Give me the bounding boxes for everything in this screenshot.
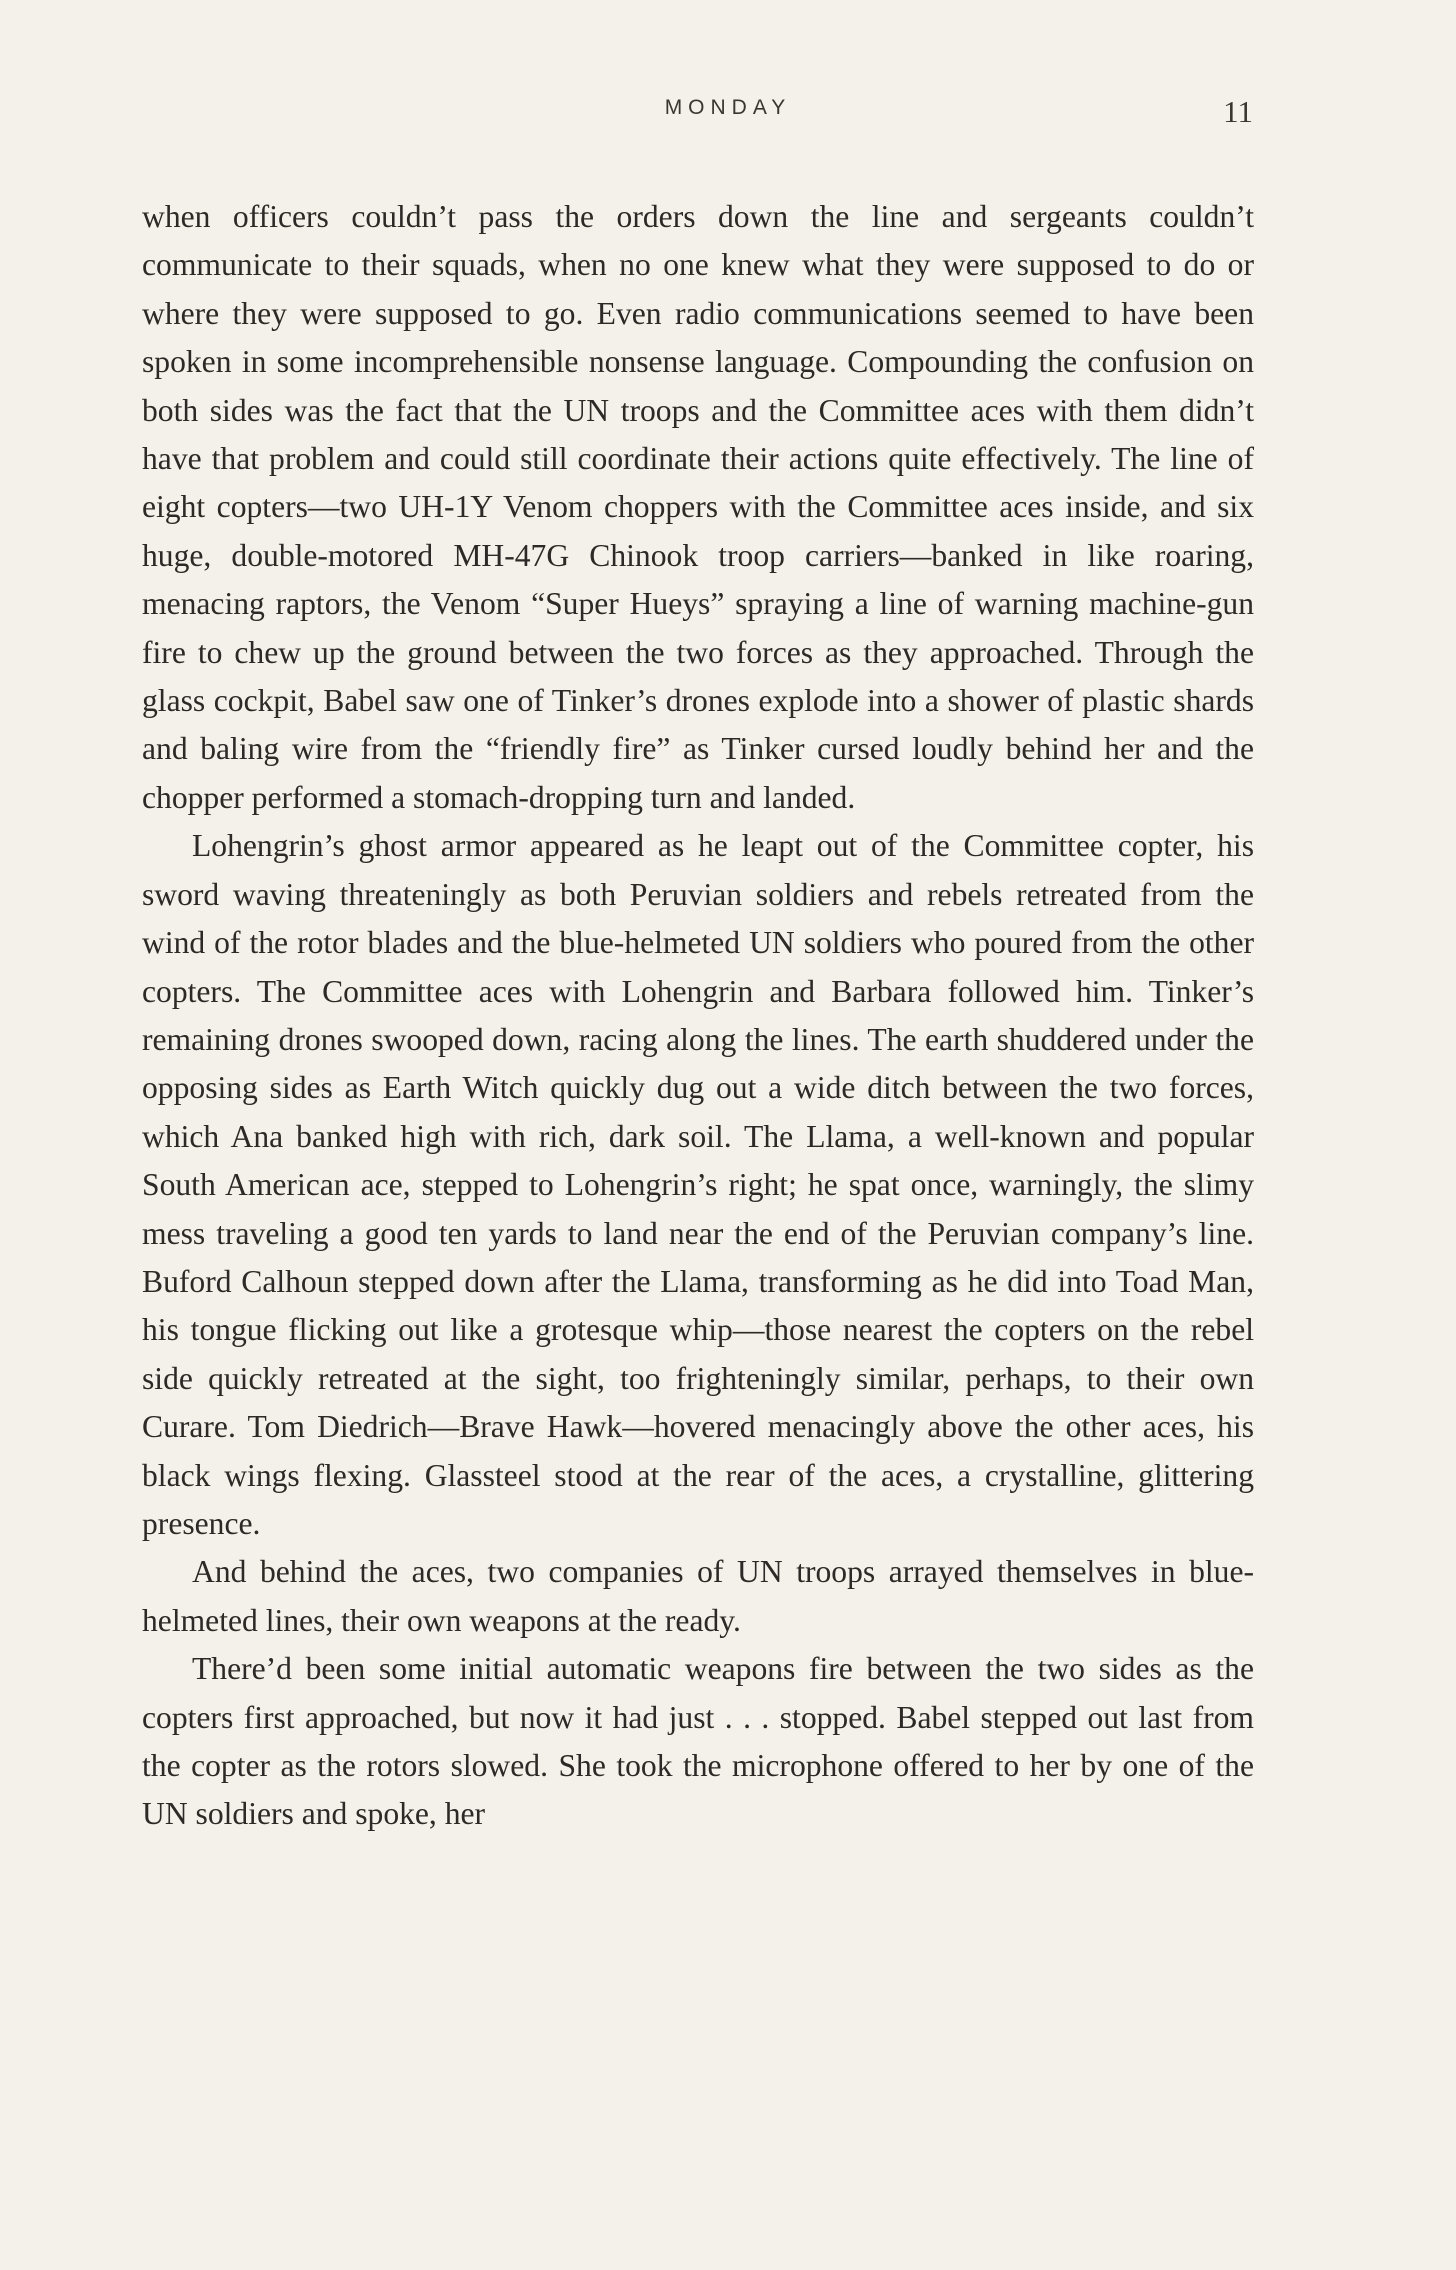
page-number: 11 [1223, 94, 1253, 129]
paragraph-3: And behind the aces, two companies of UN troops arrayed themselves in blue-helmeted lines, their own weapons at the ready. [142, 1554, 1254, 1638]
body-text [142, 193, 1254, 1839]
paragraph-1: when officers couldn’t pass the orders down the line and sergeants couldn’t communicate to their squads, when no one knew what they were supposed to do or where they were supposed to go. Even radio communications seemed to have been spoken in some incomprehensible nonsense language. Compounding the confusion on both sides was the fact that the UN troops and the Committee aces with them didn’t have that problem and could still coordinate their actions quite effectively. The line of eight copters—two UH-1Y Venom choppers with the Committee aces inside, and six huge, double-motored MH-47G Chinook troop carriers—banked in like roaring, menacing raptors, the Venom “Super Hueys” spraying a line of warning machine-gun fire to chew up the ground between the two forces as they approached. Through the glass cockpit, Babel saw one of Tinker’s drones explode into a shower of plastic shards and baling wire from the “friendly fire” as Tinker cursed loudly behind her and the chopper performed a stomach-dropping turn and landed. [142, 199, 1254, 815]
running-head: MONDAY [664, 96, 792, 119]
paragraph-4: There’d been some initial automatic weapons fire between the two sides as the copters first approached, but now it had just . . . stopped. Babel stepped out last from the copter as the rotors slowed. She took the microphone offered to her by one of the UN soldiers and spoke, her [142, 1651, 1254, 1832]
paragraph-2: Lohengrin’s ghost armor appeared as he leapt out of the Committee copter, his sword waving threateningly as both Peruvian soldiers and rebels retreated from the wind of the rotor blades and the blue-helmeted UN soldiers who poured from the other copters. The Committee aces with Lohengrin and Barbara followed him. Tinker’s remaining drones swooped down, racing along the lines. The earth shuddered under the opposing sides as Earth Witch quickly dug out a wide ditch between the two forces, which Ana banked high with rich, dark soil. The Llama, a well-known and popular South American ace, stepped to Lohengrin’s right; he spat once, warningly, the slimy mess traveling a good ten yards to land near the end of the Peruvian company’s line. Buford Calhoun stepped down after the Llama, transforming as he did into Toad Man, his tongue flicking out like a grotesque whip—those nearest the copters on the rebel side quickly retreated at the sight, too frighteningly similar, perhaps, to their own Curare. Tom Diedrich—Brave Hawk—hovered menacingly above the other aces, his black wings flexing. Glassteel stood at the rear of the aces, a crystalline, glittering presence. [142, 828, 1254, 1541]
